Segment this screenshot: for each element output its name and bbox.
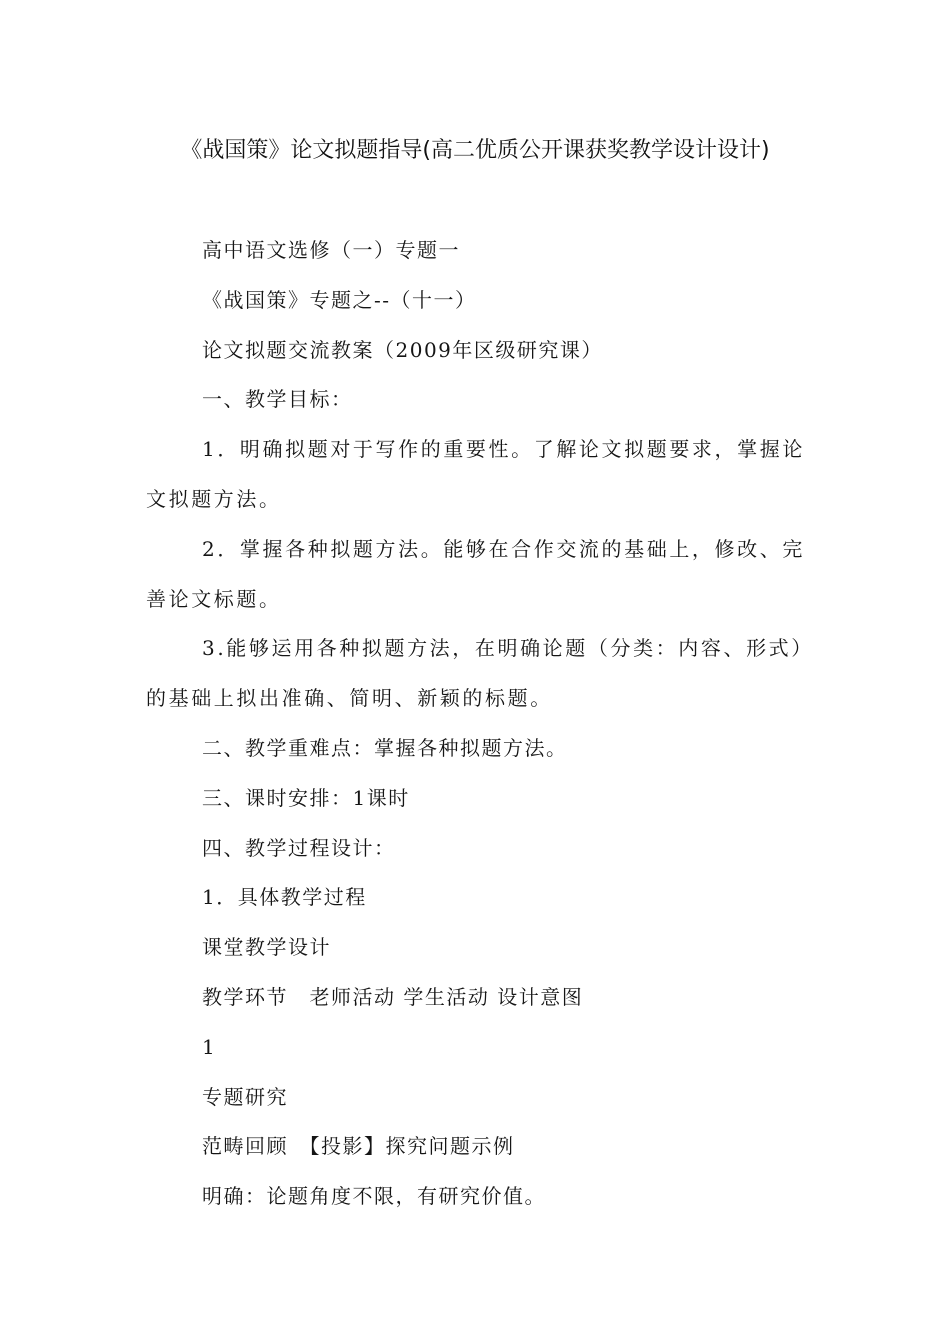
table-header-row: 教学环节 老师活动 学生活动 设计意图 <box>202 984 584 1009</box>
document-body <box>146 226 806 1222</box>
paragraph-process-detail: 1．具体教学过程 <box>202 885 367 910</box>
paragraph-goal-2: 2．掌握各种拟题方法。能够在合作交流的基础上，修改、完善论文标题。 <box>146 536 805 611</box>
paragraph-course: 高中语文选修（一）专题一 <box>202 238 460 262</box>
table-cell-clarify: 明确：论题角度不限，有研究价值。 <box>202 1184 546 1209</box>
heading-process: 四、教学过程设计： <box>202 835 396 860</box>
table-cell-review: 范畴回顾 【投影】探究问题示例 <box>202 1134 515 1159</box>
paragraph-goal-1: 1．明确拟题对于写作的重要性。了解论文拟题要求，掌握论文拟题方法。 <box>146 437 805 511</box>
table-row-number: 1 <box>202 1034 217 1059</box>
document-title: 《战国策》论文拟题指导(高二优质公开课获奖教学设计设计) <box>180 138 770 163</box>
heading-schedule: 三、课时安排：1课时 <box>202 785 410 810</box>
paragraph-class-design: 课堂教学设计 <box>202 935 331 960</box>
paragraph-goal-3: 3.能够运用各种拟题方法，在明确论题（分类：内容、形式）的基础上拟出准确、简明、新颖的标题。 <box>146 636 804 711</box>
heading-teaching-goals: 一、教学目标： <box>202 387 353 412</box>
heading-key-points: 二、教学重难点：掌握各种拟题方法。 <box>202 735 568 760</box>
paragraph-topic: 《战国策》专题之--（十一） <box>202 287 477 312</box>
table-cell-topic-study: 专题研究 <box>202 1084 288 1109</box>
paragraph-lesson-plan: 论文拟题交流教案（2009年区级研究课） <box>202 337 603 362</box>
